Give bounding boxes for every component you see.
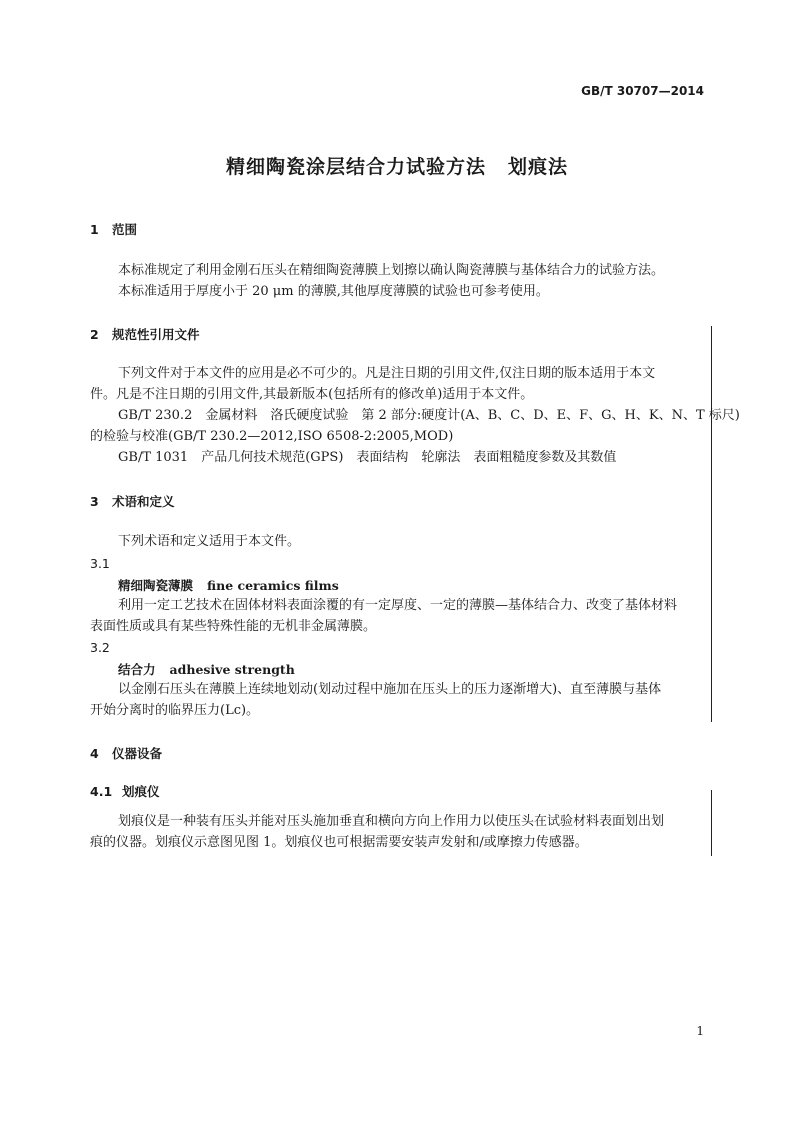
subsection-4-1-body [90, 811, 704, 853]
paragraph-line: 划痕仪是一种装有压头并能对压头施加垂直和横向方向上作用力以使压头在试验材料表面划出划 [118, 814, 665, 829]
section-number: 1 [90, 222, 99, 237]
subsection-4-1-heading [90, 782, 160, 800]
term-en: adhesive strength [169, 662, 295, 677]
section-title: 范围 [112, 222, 138, 237]
section-3-heading [90, 492, 175, 510]
term-cn: 精细陶瓷薄膜 [118, 578, 194, 593]
section-2-heading [90, 325, 200, 343]
term-entry [118, 576, 339, 594]
section-1-heading [90, 220, 137, 238]
section-title: 规范性引用文件 [112, 327, 200, 342]
subsection-title: 划痕仪 [122, 784, 160, 799]
paragraph-line: 痕的仪器。划痕仪示意图见图 1。划痕仪也可根据需要安装声发射和/或摩擦力传感器。 [90, 835, 588, 850]
reference-line: 的检验与校准(GB/T 230.2—2012,ISO 6508-2:2005,MOD) [90, 429, 454, 444]
title-main: 精细陶瓷涂层结合力试验方法 [225, 156, 486, 178]
section-4-heading [90, 744, 162, 762]
term-definition [90, 679, 704, 721]
section-3-intro [90, 531, 704, 552]
subsection-number: 4.1 [90, 784, 113, 799]
paragraph: 本标准适用于厚度小于 20 μm 的薄膜,其他厚度薄膜的试验也可参考使用。 [118, 284, 549, 299]
definition-line: 表面性质或具有某些特殊性能的无机非金属薄膜。 [90, 619, 377, 634]
section-1-body [90, 260, 704, 302]
definition-line: 开始分离时的临界压力(Lc)。 [90, 703, 260, 718]
term-number: 3.2 [90, 640, 110, 655]
paragraph: 本标准规定了利用金刚石压头在精细陶瓷薄膜上划擦以确认陶瓷薄膜与基体结合力的试验方法。 [118, 263, 665, 278]
change-bar [711, 790, 712, 856]
paragraph-line: 件。凡是不注日期的引用文件,其最新版本(包括所有的修改单)适用于本文件。 [90, 387, 534, 402]
section-2-body [90, 363, 740, 468]
term-entry [118, 660, 295, 678]
paragraph: 下列术语和定义适用于本文件。 [118, 534, 301, 549]
term-number: 3.1 [90, 556, 110, 571]
definition-line: 利用一定工艺技术在固体材料表面涂覆的有一定厚度、一定的薄膜—基体结合力、改变了基体材料 [118, 598, 678, 613]
term-cn: 结合力 [118, 662, 156, 677]
reference-line: GB/T 1031 产品几何技术规范(GPS) 表面结构 轮廓法 表面粗糙度参数及其数值 [118, 450, 617, 465]
change-bar [711, 326, 712, 722]
definition-line: 以金刚石压头在薄膜上连续地划动(划动过程中施加在压头上的压力逐渐增大)、直至薄膜与基体 [118, 682, 662, 697]
section-number: 4 [90, 746, 99, 761]
standard-number: GB/T 30707—2014 [581, 84, 704, 98]
reference-line: GB/T 230.2 金属材料 洛氏硬度试验 第 2 部分:硬度计(A、B、C、D、E、F、G、H、K、N、T 标尺) [118, 408, 740, 423]
section-number: 2 [90, 327, 99, 342]
paragraph-line: 下列文件对于本文件的应用是必不可少的。凡是注日期的引用文件,仅注日期的版本适用于本文 [118, 366, 656, 381]
section-title: 术语和定义 [112, 494, 175, 509]
title-sub: 划痕法 [508, 156, 569, 178]
section-title: 仪器设备 [112, 746, 163, 761]
term-definition [90, 595, 704, 637]
page-number: 1 [696, 1024, 704, 1038]
document-title [0, 152, 794, 179]
term-en: fine ceramics films [207, 578, 339, 593]
section-number: 3 [90, 494, 99, 509]
